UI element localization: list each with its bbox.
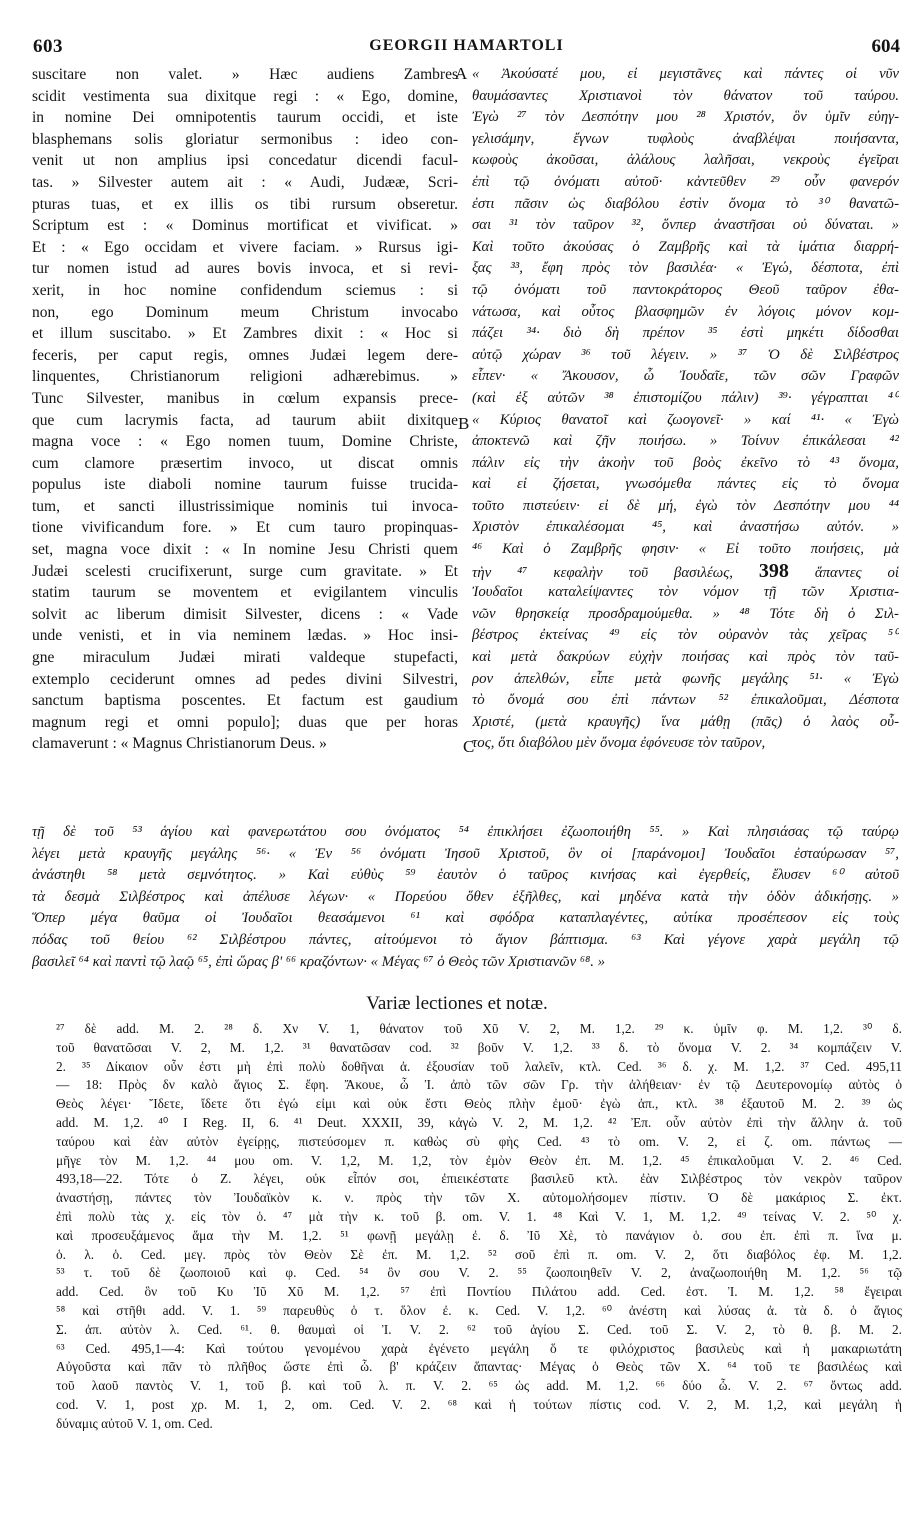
greek-text-line: λέγει μετὰ κραυγῆς μεγάλης ⁵⁶· « Ἐν ⁵⁶ ὀνόματι Ἰησοῦ Χριστοῦ, ὃν οἱ [παράνομοι] Ἰουδαῖοι ἐσταύρωσαν ⁵⁷, <box>32 845 899 862</box>
greek-text-line: καὶ μετὰ δακρύων εὐχὴν ποιήσας καὶ πρὸς τὸν ταῦ- <box>472 649 899 666</box>
note-line: τοῦ λαοῦ παντὸς V. 1, τοῦ β. καὶ τοῦ λ. π. V. 2. ⁶⁵ ὡς add. M. 1,2. ⁶⁶ δύο ὧ. V. 2. ⁶⁷ ὄντως add. <box>56 1378 902 1394</box>
latin-text-line: magnum regi et omni populo]; duas que per horas <box>32 713 458 731</box>
latin-text-line: statim taurum se moventem et evigilantem vinculis <box>32 584 458 602</box>
variant-readings-notes <box>56 1020 902 1434</box>
greek-text-line: ἐπὶ τῷ ὀνόματι αὐτοῦ· κἀντεῦθεν ²⁹ οὖν φανερόν <box>472 173 899 190</box>
note-line: 2. ³⁵ Δίκαιον οὖν ἐστι μὴ ἐπὶ πολὺ δοθῆναι ἀ. ἐξουσίαν τοῦ λαλεῖν, κτλ. Ced. ³⁶ δ. χ. M. 1,2. ³⁷ Ced. 495,11 <box>56 1058 902 1074</box>
note-line: cod. V. 1, post χρ. M. 1, 2, om. Ced. V. 2. ⁶⁸ καὶ ἡ τούτων πίστις cod. V. 2, M. 1,2, καὶ μεγάλη ἡ <box>56 1396 902 1412</box>
note-line: ἐπὶ πολὺ τὰς χ. εἰς τὸν ὁ. ⁴⁷ μὰ τὴν κ. τοῦ β. om. V. 1. ⁴⁸ Καὶ V. 1, M. 1,2. ⁴⁹ τείνας V. 2. ⁵⁰ χ. <box>56 1208 902 1224</box>
latin-column <box>32 64 458 755</box>
margin-page-number: 398 <box>758 560 789 582</box>
margin-letter-a: A <box>455 64 468 83</box>
greek-text-line: Ἰουδαῖοι καταλείψαντες τὸν νόμον τῇ τῶν Χριστια- <box>472 584 899 601</box>
greek-text-line: νάτωσα, καὶ οὗτος βλασφημῶν ἐν λόγοις μόνον κομ- <box>472 303 899 320</box>
latin-text-line: magna voce : « Ego nomen tuum, Domine Christe, <box>32 433 458 451</box>
margin-letter-b: B <box>458 414 470 433</box>
greek-text-line: πάζει ³⁴· διὸ δὴ πρέπον ³⁵ ἐστὶ μηκέτι δίδοσθαι <box>472 325 899 342</box>
note-line: ⁵⁸ καὶ στῆθι add. V. 1. ⁵⁹ παρευθὺς ὁ τ. ὅλον ἐ. κ. Ced. V. 1,2. ⁶⁰ ἀνέστη καὶ λύσας ἀ. τὰ δ. ὁ ἅγιος <box>56 1302 902 1318</box>
greek-text-line: « Ἀκούσατέ μου, εἰ μεγιστᾶνες καὶ πάντες οἱ νῦν <box>472 66 899 82</box>
greek-text-line: « Κύριος θανατοῖ καὶ ζωογονεῖ· » καί ⁴¹· « Ἐγὼ <box>472 411 899 428</box>
greek-text-line: (καὶ ἐξ αὐτῶν ³⁸ ἐπιστομίζου πάλιν) ³⁹· γέγραπται ⁴⁰ <box>472 389 899 406</box>
latin-text-line: Et : « Ego occidam et vivere faciam. » Rursus igi- <box>32 238 458 256</box>
greek-text-line: ρον ἀπελθών, εἶπε μετὰ φωνῆς μεγάλης ⁵¹· « Ἐγὼ <box>472 670 899 687</box>
latin-text-line: solvit ac liberum dimisit Silvester, dicens : « Vade <box>32 605 458 623</box>
latin-text-line: Judæi scelesti crucifixerunt, surge cum gravitate. » Et <box>32 562 458 580</box>
greek-text-line: νῶν θρησκείᾳ προσδραμούμεθα. » ⁴⁸ Τότε δὴ ὁ Σιλ- <box>472 605 899 622</box>
note-line: Σ. ἀπ. αὐτὸν λ. Ced. ⁶¹. θ. θαυμαὶ οἱ Ἰ. V. 2. ⁶² τοῦ ἁγίου Σ. Ced. τοῦ Σ. V. 2, τὸ θ. β. M. 2. <box>56 1321 902 1337</box>
latin-text-line: linquentes, Christianorum religioni adhærebimus. » <box>32 368 458 386</box>
latin-text-line: scidit vestimenta sua dixitque regi : « Ego, domine, <box>32 87 458 105</box>
latin-text-line: que cum lacrymis facta, ad taurum abiit dixitque <box>32 411 458 429</box>
latin-text-line: sanctum baptisma poscentes. Et factum est gaudium <box>32 692 458 710</box>
note-line: Αὐγοῦστα καὶ πᾶν τὸ πλῆθος ὥστε ἐπὶ ὧ. β' κράζειν ἅπαντας· Μέγας ὁ Θεὸς τῶν Χ. ⁶⁴ τοῦ τε βασιλέως καὶ <box>56 1359 902 1375</box>
latin-text-line: tum, et sancti illustrissimique nominis tui invoca- <box>32 497 458 515</box>
greek-text-line: ἀνάστηθι ⁵⁸ μετὰ σεμνότητος. » Καὶ εὐθὺς ⁵⁹ ἑαυτὸν ὁ ταῦρος κινήσας καὶ ἐγερθείς, ἔλυσεν ⁶⁰ αὐτοῦ <box>32 867 899 884</box>
latin-text-line: Tunc Silvester, manibus in cœlum expansis prece- <box>32 389 458 407</box>
latin-text-line: clamaverunt : « Magnus Christianorum Deus. » <box>32 735 327 753</box>
note-line: μῆγε τὸν M. 1,2. ⁴⁴ μου om. V. 1,2, M. 1,2, τὸν ἐμὸν Θεὸν ἐπ. M. 1,2. ⁴⁵ ἐπικαλοῦμαι V. 2. ⁴⁶ Ced. <box>56 1152 902 1168</box>
page-number-right: 604 <box>871 36 900 57</box>
latin-text-line: xerit, in hoc nomine confidendum sciemus : si <box>32 281 458 299</box>
note-line: καὶ προσευξάμενος ἅμα τὴν M. 1,2. ⁵¹ φωνῇ μεγάλῃ ἐ. δ. Ἰῦ Χὲ, τὸ πανάγιον ὁ. σου ἐπ. ἐπὶ π. ἵνα μ. <box>56 1227 902 1243</box>
latin-text-line: non, ego Dominum meum Christum invocabo <box>32 303 458 321</box>
latin-text-line: populus iste diaboli nomine taurum fuisse trucida- <box>32 476 458 494</box>
latin-text-line: et illum suscitabo. » Et Zambres dixit : « Hoc si <box>32 325 458 343</box>
greek-text-line: καὶ εἰ ζήσεται, γνωσόμεθα πάντες εἰς τὸ ὄνομα <box>472 476 899 493</box>
note-line: δύναμις αὐτοῦ V. 1, om. Ced. <box>56 1415 213 1431</box>
latin-text-line: extemplo ceciderunt omnes ad pedes divini Silvestri, <box>32 670 458 688</box>
greek-text-line: τῷ ὀνόματι τοῦ παντοκράτορος Θεοῦ ταῦρον ἐθα- <box>472 281 899 298</box>
greek-text-line: θαυμάσαντες Χριστιανοὶ τὸν θάνατον τοῦ ταύρου. <box>472 87 899 104</box>
greek-text-line: Ἐγὼ ²⁷ τὸν Δεσπότην μου ²⁸ Χριστόν, ὃν ὑμῖν εὐηγ- <box>472 109 899 126</box>
greek-text-line: Καὶ τοῦτο ἀκούσας ὁ Ζαμβρῆς καὶ τὰ ἱμάτια διαρρή- <box>472 238 899 255</box>
notes-heading: Variæ lectiones et notæ. <box>366 993 548 1014</box>
note-line: ὁ. λ. ὁ. Ced. μεγ. πρὸς τὸν Θεὸν Σὲ ἐπ. M. 1,2. ⁵² σοῦ ἐπὶ π. om. V. 2, ὅτι διαβόλος ἐφ. M. 1,2. <box>56 1246 902 1262</box>
greek-text-line: τὸ ὄνομά σου ἐπὶ πάντων ⁵² ἐπικαλοῦμαι, Δέσποτα <box>472 692 899 709</box>
latin-text-line: blasphemans solis gloriatur sermonibus : ideo con- <box>32 130 458 148</box>
greek-text-line: κωφοὺς ἀκοῦσαι, ἀλάλους λαλῆσαι, νεκροὺς ἐγεῖραι <box>472 152 899 169</box>
note-line: ταύρου καὶ ἐὰν αὐτὸν ἐγείρῃς, πιστεύσομεν π. καθὼς σὺ φὴς Ced. ⁴³ τὸ om. V. 2, εἰ ζ. om. πάντως — <box>56 1133 902 1149</box>
greek-text-line: σαι ³¹ τὸν ταῦρον ³², ὅνπερ ἀναστῆσαι οὐ δύναται. » <box>472 217 899 234</box>
greek-text-line: τὴν ⁴⁷ κεφαλὴν τοῦ βασιλέως, 398 ἅπαντες οἱ <box>472 560 899 582</box>
greek-text-line: πόδας τοῦ θείου ⁶² Σιλβέστρου πάντες, αἰτούμενοι τὸ ἅγιον βάπτισμα. ⁶³ Καὶ γέγονε χαρὰ μεγάλη τῷ <box>32 931 899 948</box>
greek-text-line: Χριστέ, (μετὰ κραυγῆς) ἵνα μάθῃ (πᾶς) ὁ λαὸς οὗ- <box>472 713 899 730</box>
latin-text-line: unde venisti, et in via neminem lædas. » Hoc insi- <box>32 627 458 645</box>
greek-text-line: ξας ³³, ἔφη πρὸς τὸν βασιλέα· « Ἐγώ, δέσποτα, ἐπὶ <box>472 260 899 277</box>
latin-text-line: feceris, per caput regis, omnes Judæi legem dere- <box>32 346 458 364</box>
margin-letter-c: C <box>463 737 475 756</box>
latin-text-line: tur nomen istud ad aures bovis invoca, et si revi- <box>32 260 458 278</box>
note-line: ²⁷ δὲ add. M. 2. ²⁸ δ. Χν V. 1, θάνατον τοῦ Χῦ V. 2, M. 1,2. ²⁹ κ. ὑμῖν φ. M. 1,2. ³⁰ δ. <box>56 1021 902 1036</box>
latin-text-line: cum clamore præsertim invoco, ut discat omnis <box>32 454 458 472</box>
note-line: add. M. 1,2. ⁴⁰ I Reg. II, 6. ⁴¹ Deut. XXXII, 39, κἀγὼ V. 2, M. 1,2. ⁴² Ἐπ. οὖν αὐτὸν ἐπὶ τὴν ἄλλην ἀ. τοῦ <box>56 1114 902 1130</box>
latin-text-line: pturas tuas, et ex illis os tibi rursum obseretur. <box>32 195 458 213</box>
note-line: 493,18—22. Τότε ὁ Ζ. λέγει, οὐκ εἶπόν σοι, ἐπιεικέστατε βασιλεῦ κτλ. ἐὰν Σιλβέστρος τὸν νεκρὸν ταῦρον <box>56 1171 902 1187</box>
greek-text-line: ⁴⁶ Καὶ ὁ Ζαμβρῆς φησιν· « Εἰ τοῦτο ποιήσεις, μὰ <box>472 541 899 558</box>
latin-text-line: venit ut non amplius ipsi concedatur dicendi facul- <box>32 152 458 170</box>
greek-text-line: αὐτῷ χώραν ³⁶ τοῦ λέγειν. » ³⁷ Ὁ δὲ Σιλβέστρος <box>472 346 899 363</box>
greek-text-line: ἀποκτενῶ καὶ ζῆν ποιήσω. » Τοίνυν ἐπικάλεσαι ⁴² <box>472 433 899 450</box>
latin-text-line: set, magna voce dixit : « In nomine Jesu Christi quem <box>32 541 458 559</box>
greek-column <box>472 64 899 755</box>
note-line: ⁶³ Ced. 495,1—4: Καὶ τούτου γενομένου χαρὰ ἐγένετο μεγάλη ὅ τε φιλόχριστος βασιλεὺς καὶ ἡ μακαριωτάτη <box>56 1340 902 1356</box>
greek-text-line: τῇ δὲ τοῦ ⁵³ ἁγίου καὶ φανερωτάτου σου ὀνόματος ⁵⁴ ἐπικλήσει ἐζωοποιήθη ⁵⁵. » Καὶ πλησιάσας τῷ ταύρῳ <box>32 824 899 840</box>
greek-text-line: βέστρος ἐκτείνας ⁴⁹ εἰς τὸν οὐρανὸν τὰς χεῖρας ⁵⁰ <box>472 627 899 644</box>
note-line: τοῦ θανατῶσαι V. 2, M. 1,2. ³¹ θανατῶσαν cod. ³² βοῦν V. 1,2. ³³ δ. τὸ ὄνομα V. 2. ³⁴ κομπάζειν V. <box>56 1039 902 1055</box>
latin-text-line: tas. » Silvester autem ait : « Audi, Judææ, Scri- <box>32 173 458 191</box>
note-line: ἀναστήσῃ, πάντες τὸν Ἰουδαϊκὸν κ. ν. πρὸς τὴν τῶν Χ. αὐτομολήσομεν πίστιν. Ὁ δὲ μακάριος Σ. ἐκτ. <box>56 1190 902 1206</box>
running-title: GEORGII HAMARTOLI <box>369 37 564 54</box>
note-line: Θεὸς λέγει· Ἴδετε, ἴδετε ὅτι ἐγώ εἰμι καὶ οὐκ ἔστι Θεὸς πλὴν ἐμοῦ· ἐγὼ ἀπ., κτλ. ³⁸ ἐξαυτοῦ M. 2. ³⁹ ὡς <box>56 1096 902 1112</box>
greek-text-line: γελισάμην, ἔγνων τυφλοὺς ἀναβλέψαι ποιήσαντα, <box>472 130 899 147</box>
greek-text-line: εἶπεν· « Ἄκουσον, ὦ Ἰουδαῖε, τῶν σῶν Γραφῶν <box>472 368 899 385</box>
page-header <box>33 36 900 58</box>
greek-text-line: τος, ὅτι διαβόλου μὲν ὄνομα ἐφόνευσε τὸν ταῦρον, <box>472 735 766 752</box>
latin-text-line: tione vivificandum fore. » Et cum tauro propinquas- <box>32 519 458 537</box>
latin-text-line: gne miraculum Judæi mirati valdeque stupefacti, <box>32 649 458 667</box>
note-line: add. Ced. ὃν τοῦ Κυ Ἰῦ Χῦ M. 1,2. ⁵⁷ ἐπὶ Ποντίου Πιλάτου add. Ced. ἐστ. Ἰ. M. 1,2. ⁵⁸ ἔγειραι <box>56 1284 902 1300</box>
latin-text-line: Scriptum est : « Dominus mortificat et vivificat. » <box>32 217 458 235</box>
note-line: ⁵³ τ. τοῦ δὲ ζωοποιοῦ καὶ φ. Ced. ⁵⁴ ὂν σου V. 2. ⁵⁵ ζωοποιηθεῖν V. 2, ἀναζωοποιήθη M. 1,2. ⁵⁶ τῷ <box>56 1265 902 1281</box>
latin-text-line: suscitare non valet. » Hæc audiens Zambres <box>32 66 458 83</box>
page-number-left: 603 <box>33 36 63 57</box>
greek-text-line: πάλιν εἰς τὴν ἀκοὴν τοῦ βοὸς ἐκεῖνο τὸ ⁴³ ὄνομα, <box>472 454 899 471</box>
greek-text-line: Χριστὸν ἐπικαλέσομαι ⁴⁵, καὶ ἀναστήσω αὐτόν. » <box>472 519 899 536</box>
greek-text-line: Ὅπερ μέγα θαῦμα οἱ Ἰουδαῖοι θεασάμενοι ⁶¹ καὶ σφόδρα καταπλαγέντες, αὐτίκα προσέπεσον εἰς τοὺς <box>32 910 899 927</box>
note-line: — 18: Πρὸς δν καλὸ ἅγιος Σ. ἔφη. Ἄκουε, ὦ Ἰ. ἀπὸ τῶν σῶν Γρ. τὴν ἀλήθειαν· ἐν τῷ Δευτερονομίῳ αὐτὸς ὁ <box>56 1077 902 1093</box>
greek-text-line: βασιλεῖ ⁶⁴ καὶ παντὶ τῷ λαῷ ⁶⁵, ἐπὶ ὥρας β' ⁶⁶ κραζόντων· « Μέγας ⁶⁷ ὁ Θεὸς τῶν Χριστιανῶν ⁶⁸. » <box>32 953 606 970</box>
full-width-greek-text <box>32 822 899 973</box>
greek-text-line: ἐστι πᾶσιν ὡς διαβόλου ἐστὶν ὄνομα τὸ ³⁰ θανατῶ- <box>472 195 899 212</box>
greek-text-line: τοῦτο πιστεύειν· εἰ δὲ μή, ἐγὼ τὸν Δεσπότην μου ⁴⁴ <box>472 497 899 514</box>
greek-text-line: τὰ δεσμὰ Σιλβέστρος καὶ ἀπέλυσε λέγων· « Πορεύου ὅθεν ἐξῆλθες, καὶ μηδένα κατὰ τὴν ὁδὸν ἀδικήσῃς. » <box>32 888 899 905</box>
latin-text-line: in nomine Dei omnipotentis taurum occidi, et iste <box>32 109 458 127</box>
